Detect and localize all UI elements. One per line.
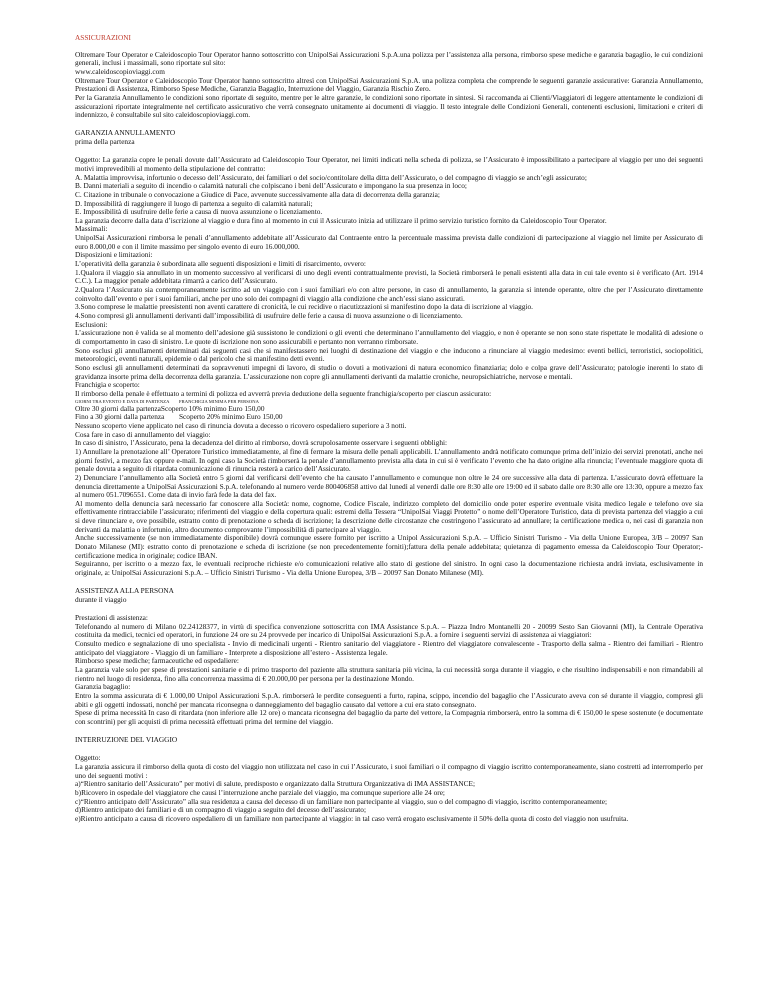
paragraph: Disposizioni e limitazioni: <box>75 250 153 260</box>
section-subheading: prima della partenza <box>75 137 135 147</box>
section-subheading: durante il viaggio <box>75 594 127 604</box>
franchigia-row-days: Fino a 30 giorni dalla partenza <box>75 412 165 422</box>
paragraph: Oggetto: La garanzia copre le penali dovute dall’Assicurato ad Caleidoscopio Tour Operator, nei limiti indicati nella scheda di polizza, se l’Assicurato è impossibilitato a partecipare al viaggio per uno dei seguenti motivi imprevedibili al momento della stipulazione del contratto: <box>75 155 703 173</box>
paragraph: Seguiranno, per iscritto o a mezzo fax, le eventuali reciproche richieste e/o comunicazioni relative allo stato di gestione del sinistro. In ogni caso la documentazione richiesta andrà inviata, esclusivamente in originale, a: UnipolSai Assicurazioni S.p.A. – Ufficio Sinistri Turismo - Via della Unione Europea, 3/B – 20097 San Donato Milanese (MI). <box>75 559 703 578</box>
table-header-franchigia: FRANCHIGIA MINIMA PER PERSONA <box>179 398 259 404</box>
paragraph: c)“Rientro anticipato dell’Assicurato” alla sua residenza a causa del decesso di un familiare non partecipante al viaggio, suo o del compagno di viaggio, iscritto contemporaneamente; <box>75 796 608 806</box>
paragraph: Garanzia bagaglio: <box>75 682 131 692</box>
paragraph: Rimborso spese mediche; farmaceutiche ed ospedaliere: <box>75 656 239 666</box>
paragraph: Spese di prima necessità In caso di ritardata (non inferiore alle 12 ore) o mancata riconsegna del bagaglio da parte del vettore, la Compagnia rimborserà, entro la somma di € 150,00 le spese sostenute (e documentate con scontrini) per gli acquisti di prima necessità effettuati prima del termine del viaggio. <box>75 708 703 726</box>
paragraph: La garanzia decorre dalla data d’iscrizione al viaggio e dura fino al momento in cui il Assicurato inizia ad utilizzare il primo servizio turistico fornito da Caleidoscopio Tour Operator. <box>75 215 607 225</box>
table-header-days: GIORNI TRA EVENTO E DATA DI PARTENZA <box>75 398 170 404</box>
paragraph: Entro la somma assicurata di € 1.000,00 Unipol Assicurazioni S.p.A. rimborserà le perdite conseguenti a furto, rapina, scippo, incendio del bagaglio che l’Assicurato aveva con sé durante il viaggio, compresi gli abiti e gli oggetti indossati, nonché per mancata riconsegna o danneggiamento del bagaglio causato dal vettore a cui era stato consegnato. <box>75 690 703 709</box>
intro-paragraph: Oltremare Tour Operator e Caleidoscopio Tour Operator hanno sottoscritto con UnipolSai Assicurazioni S.p.A.una polizza per l’assistenza alla persona, rimborso spese mediche e garanzia bagaglio, le cui condizioni generali, inclusi i massimali, sono riportate sul sito: <box>75 49 703 68</box>
paragraph: Consulto medico e segnalazione di uno specialista - Invio di medicinali urgenti - Rientro sanitario del viaggiatore - Rientro del viaggiatore convalescente - Trasporto della salma - Rientro dei familiari - Rientro anticipato del viaggiatore - Viaggio di un familiare - Interprete a disposizione all’estero - Assistenza legale. <box>75 639 703 657</box>
section-heading: GARANZIA ANNULLAMENTO <box>75 128 176 138</box>
intro-paragraph: Per la Garanzia Annullamento le condizioni sono riportate di seguito, mentre per le altre garanzie, le condizioni sono riportate in sintesi. Si raccomanda ai Clienti/Viaggiatori di leggere attentamente le condizioni di assicurazioni riportate integralmente nel certificato assicurativo che verrà consegnato unitamente ai documenti di viaggio. Il testo integrale delle Condizioni Generali, contenenti esclusioni, limitazioni e criteri di indennizzo, è consultabile sul sito caleidoscopioviaggi.com. <box>75 92 703 120</box>
paragraph: Nessuno scoperto viene applicato nel caso di rinuncia dovuta a decesso o ricovero ospedaliero superiore a 3 notti. <box>75 420 407 430</box>
paragraph: e)Rientro anticipato a causa di ricovero ospedaliero di un familiare non partecipante al viaggio: in tal caso verrà erogato esclusivamente il 50% della quota di costo del viaggio non usufruita. <box>75 813 629 823</box>
paragraph: L’assicurazione non è valida se al momento dell’adesione già sussistono le condizioni o gli eventi che determinano l’annullamento del viaggio, e non è operante se non sono state rispettate le modalità di adesione o di comportamento in caso di sinistro. Le quote di iscrizione non sono assicurabili e pertanto non verranno rimborsate. <box>75 328 703 346</box>
interruzione-section <box>75 736 703 823</box>
paragraph: Esclusioni: <box>75 319 108 329</box>
paragraph: Anche successivamente (se non immediatamente disponibile) dovrà comunque essere fornito per iscritto a Unipol Assicurazioni S.p.A. – Ufficio Sinistri Turismo - Via della Unione Europea, 3/B – 20097 San Donato Milanese (MI): estratto conto di prenotazione e scheda di iscrizione (se non precedentemente forniti);fattura della penale addebitata; quietanza di pagamento emessa da Caleidoscopio Tour Operator;-certificazione medica in originale; codice IBAN. <box>75 533 703 560</box>
paragraph: Sono esclusi gli annullamenti determinati da sopravvenuti impegni di lavoro, di studio o dovuti a motivazioni di natura economico finanziaria; dolo e colpa grave dell’Assicurato; patologie inerenti lo stato di gravidanza insorte prima della decorrenza della garanzia. L’assicurazione non copre gli annullamenti derivanti da malattie croniche, neuropsichiatriche, nervose e mentali. <box>75 362 703 381</box>
paragraph: Prestazioni di assistenza: <box>75 613 148 623</box>
paragraph: Oggetto: <box>75 753 101 763</box>
paragraph: 2.Qualora l’Assicurato sia contemporaneamente iscritto ad un viaggio con i suoi familiari e/o con altre persone, in caso di annullamento, la garanzia si intende operante, oltre che per l’Assicurato direttamente coinvolto dall’evento e per i suoi familiari, anche per uno solo dei compagni di viaggio alla condizione che anch’essi siano assicurati. <box>75 285 703 303</box>
website-link[interactable]: www.caleidoscopioviaggi.com <box>75 66 165 76</box>
paragraph: A. Malattia improvvisa, infortunio o decesso dell’Assicurato, dei familiari o del socio/contitolare della ditta dell’Assicurato, o del compagno di viaggio se anch’egli assicurato; <box>75 172 587 182</box>
section-heading: INTERRUZIONE DEL VIAGGIO <box>75 735 178 745</box>
paragraph: UnipolSai Assicurazioni rimborsa le penali d’annullamento addebitate all’Assicurato dal Contraente entro la percentuale massima prevista dalle condizioni di partecipazione al viaggio nel limite per Assicurato di euro 8.000,00 e con il limite massimo per singolo evento di euro 16.000,000. <box>75 233 703 251</box>
paragraph: E. Impossibilità di usufruire delle ferie a causa di nuova assunzione o licenziamento. <box>75 207 323 217</box>
paragraph: B. Danni materiali a seguito di incendio o calamità naturali che colpiscano i beni dell’Assicurato e impongano la sua presenza in loco; <box>75 181 467 191</box>
paragraph: In caso di sinistro, l’Assicurato, pena la decadenza del diritto al rimborso, dovrà scrupolosamente osservare i seguenti obblighi: <box>75 438 448 448</box>
paragraph: L’operatività della garanzia è subordinata alle seguenti disposizioni e limiti di risarcimento, ovvero: <box>75 259 366 269</box>
paragraph: b)Ricovero in ospedale del viaggiatore che causi l’interruzione anche parziale del viaggio, ma comunque superiore alle 24 ore; <box>75 787 445 797</box>
franchigia-row: Oltre 30 giorni dalla partenzaScoperto 10% minimo Euro 150,00 <box>75 403 265 413</box>
paragraph: C. Citazione in tribunale o convocazione a Giudice di Pace, avvenute successivamente alla data di decorrenza della garanzia; <box>75 189 440 199</box>
paragraph: 3.Sono comprese le malattie preesistenti non aventi carattere di cronicità, le cui recidive o riacutizzazioni si manifestino dopo la data di iscrizione al viaggio. <box>75 302 533 312</box>
assistenza-section <box>75 587 703 726</box>
paragraph: Cosa fare in caso di annullamento del viaggio: <box>75 429 211 439</box>
paragraph: La garanzia assicura il rimborso della quota di costo del viaggio non utilizzata nel caso in cui l’Assicurato, i suoi familiari o il compagno di viaggio iscritto contemporaneamente, siano costretti ad interromperlo per uno dei seguenti motivi : <box>75 761 703 780</box>
intro-section <box>75 51 703 120</box>
paragraph: a)“Rientro sanitario dell’Assicurato” per motivi di salute, predisposto e organizzato dalla Struttura Organizzativa di IMA ASSISTANCE; <box>75 779 475 789</box>
paragraph: Franchigia e scoperto: <box>75 380 140 390</box>
paragraph: d)Rientro anticipato dei familiari e di un compagno di viaggio a seguito del decesso dell’assicurato; <box>75 805 366 815</box>
paragraph: Telefonando al numero di Milano 02.24128377, in virtù di specifica convenzione sottoscritta con IMA Assistance S.p.A. – Piazza Indro Montanelli 20 - 20099 Sesto San Giovanni (MI), la Centrale Operativa costituita da medici, tecnici ed operatori, in funzione 24 ore su 24 provvede per incarico di UnipolSai Assicurazioni S.p.A. a fornire i seguenti servizi di assistenza ai viaggiatori: <box>75 621 703 640</box>
annullamento-section <box>75 129 703 577</box>
paragraph: 1.Qualora il viaggio sia annullato in un momento successivo al verificarsi di uno degli eventi contrattualmente previsti, la Società rimborserà le penali esistenti alla data in cui tale evento si è verificato (Art. 1914 C.C.). La maggior penale addebitata rimarrà a carico dell’Assicurato. <box>75 267 703 286</box>
paragraph: 1) Annullare la prenotazione all’ Operatore Turistico immediatamente, al fine di fermare la misura delle penali applicabili. L’annullamento andrà notificato comunque prima dell’inizio dei servizi prenotati, anche nei giorni festivi, a mezzo fax oppure e-mail. In ogni caso la Società rimborserà la penale d’annullamento prevista alla data in cui si è verificato l’evento che ha dato origine alla rinuncia; l’eventuale maggiore quota di penale dovuta a seguito di ritardata comunicazione di rinuncia resterà a carico dell’Assicurato. <box>75 446 703 474</box>
franchigia-row-value: Scoperto 20% minimo Euro 150,00 <box>179 412 283 422</box>
paragraph: 4.Sono compresi gli annullamenti derivanti dall’impossibilità di usufruire delle ferie a causa di nuova assunzione o di licenziamento. <box>75 311 463 321</box>
paragraph: La garanzia vale solo per spese di prestazioni sanitarie e di primo trasporto del paziente alla struttura sanitaria più vicina, la cui necessità sorga durante il viaggio, e che risultino indispensabili e non rimandabili al rientro nel luogo di residenza, fino alla concorrenza massima di € 20.000,00 per persona per la destinazione Mondo. <box>75 664 703 683</box>
section-heading: ASSISTENZA ALLA PERSONA <box>75 586 174 596</box>
paragraph: Massimali: <box>75 224 108 234</box>
paragraph: Sono esclusi gli annullamenti determinati dai seguenti casi che si manifestassero nei luoghi di destinazione del viaggio e che inducono a rinunciare al viaggio medesimo: eventi bellici, terroristici, sociopolitici, meteorologici, eventi naturali, epidemie o dal pericolo che si manifestino detti eventi. <box>75 345 703 364</box>
paragraph: D. Impossibilità di raggiungere il luogo di partenza a seguito di calamità naturali; <box>75 198 313 208</box>
document-page <box>75 34 703 823</box>
paragraph: Al momento della denuncia sarà necessario far conoscere alla Società: nome, cognome, Codice Fiscale, indirizzo completo del domicilio onde poter esperire eventuale visita medico legale e telefono ove sia effettivamente rintracciabile l’assicurato; riferimenti del viaggio e della copertura quali: estremi della Tessera “UnipolSai Viaggi Protetto” o nome dell’Operatore Turistico, data di prevista partenza del viaggio a cui si deve rinunciare e, ove possibile, estratto conto di prenotazione o scheda di iscrizione; la descrizione delle circostanze che costringono l’assicurato ad annullare; la certificazione medica o, nei casi di garanzia non derivanti da malattia o infortunio, altro documento comprovante l’impossibilità di partecipare al viaggio. <box>75 498 703 534</box>
intro-paragraph: Oltremare Tour Operator e Caleidoscopio Tour Operator hanno sottoscritto altresì con UnipolSai Assicurazioni S.p.A. una polizza completa che comprende le seguenti garanzie assicurative: Garanzia Annullamento, Prestazioni di Assistenza, Rimborso Spese Mediche, Garanzia Bagaglio, Interruzione del Viaggio, Garanzia Rischio Zero. <box>75 75 703 94</box>
paragraph: Il rimborso della penale è effettuato a termini di polizza ed avverrà previa deduzione della seguente franchigia/scoperto per ciascun assicurato: <box>75 388 492 398</box>
paragraph: 2) Denunciare l’annullamento alla Società entro 5 giorni dal verificarsi dell’evento che ha causato l’annullamento e comunque non oltre le 24 ore successive alla data di partenza. L’assicurato dovrà effettuare la denuncia direttamente a UnipolSai Assicurazioni S.p.A. telefonando al numero verde 800406858 attivo dal lunedì al venerdì dalle ore 8:30 alle ore 19:00 ed il sabato dalle ore 8:30 alle ore 13:30, oppure a mezzo fax al numero 051.7096551. Come data di invio farà fede la data del fax. <box>75 472 703 500</box>
page-title: ASSICURAZIONI <box>75 33 131 42</box>
